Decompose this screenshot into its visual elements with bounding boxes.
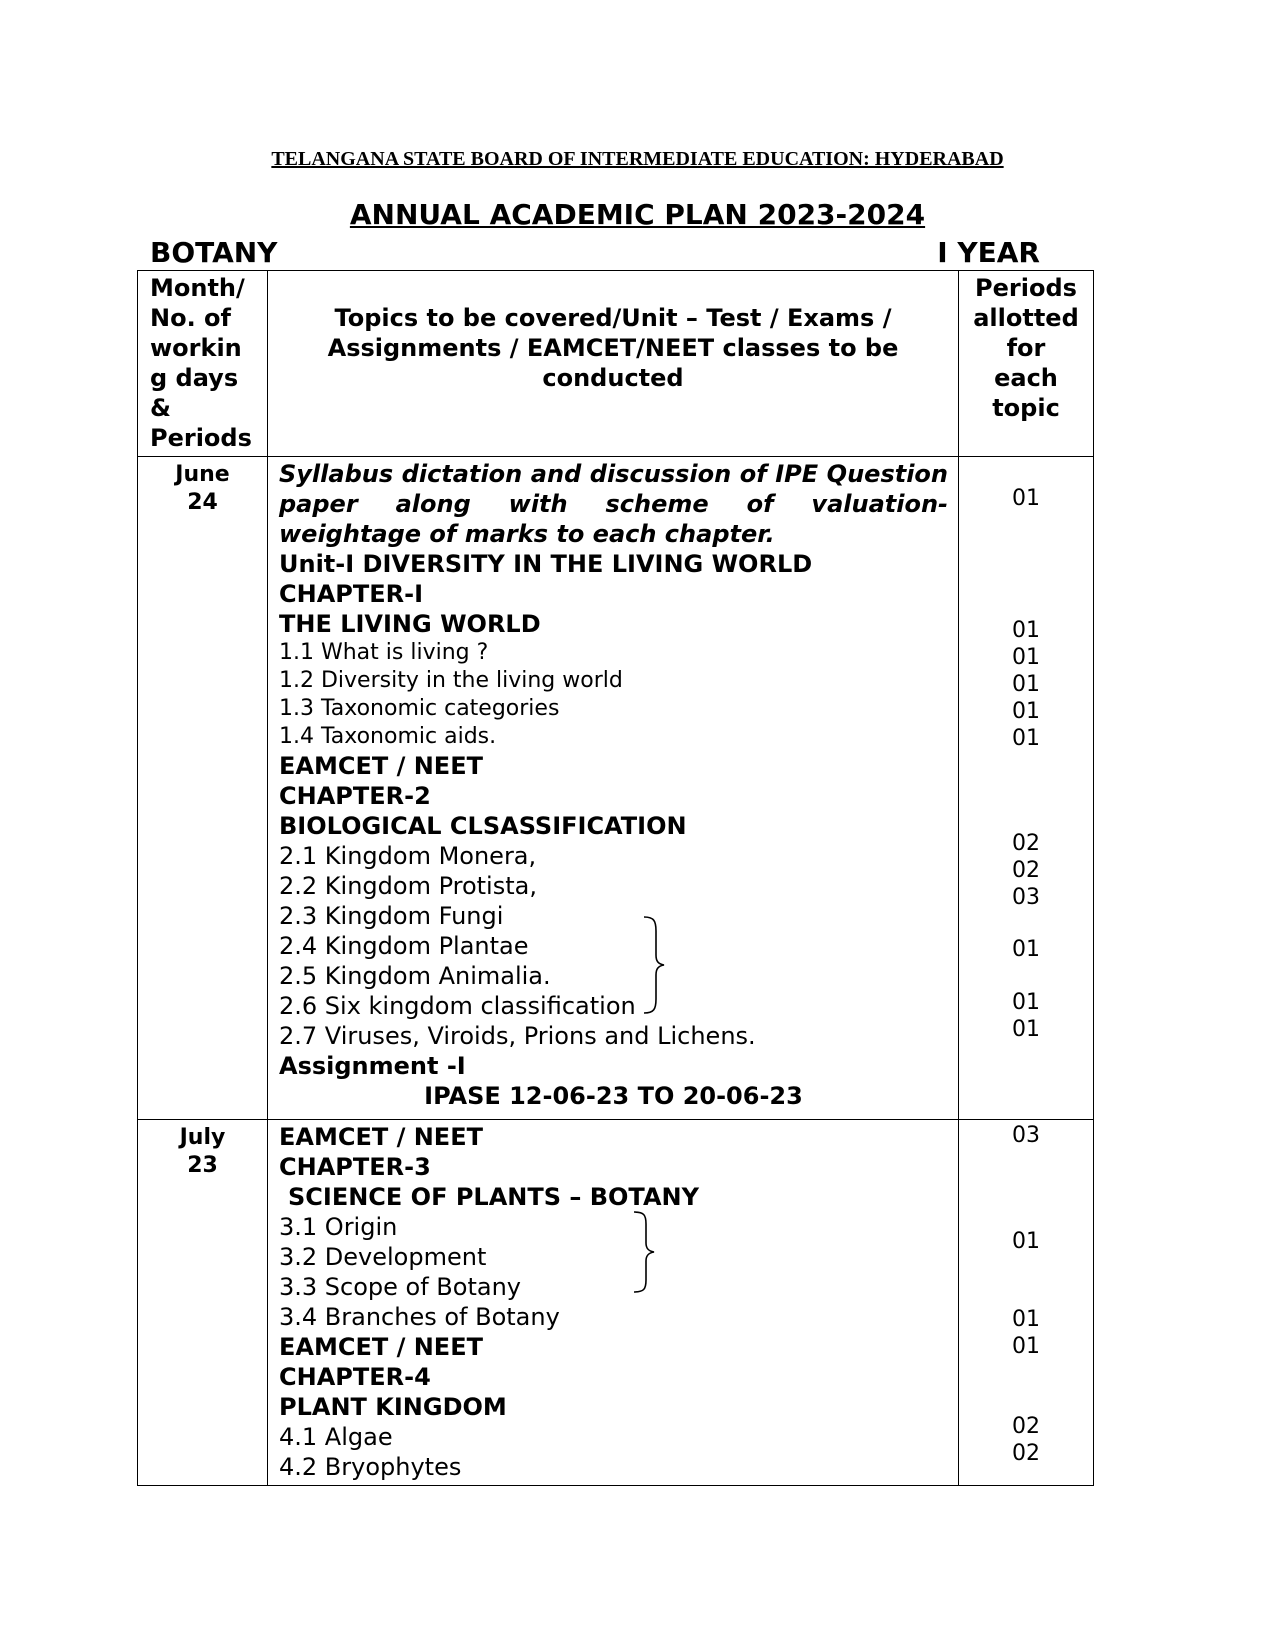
period-value: 03 xyxy=(1012,1123,1040,1148)
chapter-title: THE LIVING WORLD xyxy=(279,610,541,638)
topics-cell-july xyxy=(268,1120,959,1486)
chapter-title: PLANT KINGDOM xyxy=(279,1393,507,1421)
chapter-label: CHAPTER-I xyxy=(279,580,423,608)
header-periods-line: Periods xyxy=(975,274,1077,302)
topic-item: 1.3 Taxonomic categories xyxy=(279,696,560,721)
period-value: 01 xyxy=(1012,990,1040,1015)
topic-item: 2.5 Kingdom Animalia. xyxy=(279,962,551,990)
period-value: 01 xyxy=(1012,699,1040,724)
topic-item: 2.1 Kingdom Monera, xyxy=(279,842,537,870)
period-value: 02 xyxy=(1012,1414,1040,1439)
subject-line xyxy=(150,236,1040,270)
topic-item: 3.2 Development xyxy=(279,1243,487,1271)
topic-item: 2.7 Viruses, Viroids, Prions and Lichens. xyxy=(279,1022,756,1050)
curly-brace-icon xyxy=(640,915,670,1015)
topic-item: 2.3 Kingdom Fungi xyxy=(279,902,504,930)
month-cell-july xyxy=(138,1120,268,1486)
month-name: July xyxy=(179,1125,226,1150)
header-month-line: No. of xyxy=(150,304,231,332)
period-value: 01 xyxy=(1012,1334,1040,1359)
header-periods-line: topic xyxy=(992,394,1060,422)
header-topics-line: conducted xyxy=(542,364,684,392)
chapter-label: CHAPTER-3 xyxy=(279,1153,431,1181)
header-periods-line: for xyxy=(1006,334,1046,362)
table-header-row xyxy=(138,271,1094,457)
plan-title: ANNUAL ACADEMIC PLAN 2023-2024 xyxy=(349,198,926,231)
month-name: June xyxy=(175,462,230,487)
topic-item: 3.4 Branches of Botany xyxy=(279,1303,560,1331)
header-month-line: & xyxy=(150,394,171,422)
header-month-line: workin xyxy=(150,334,242,362)
year-label: I YEAR xyxy=(937,236,1040,269)
topic-item: 1.1 What is living ? xyxy=(279,640,489,665)
academic-plan-table xyxy=(137,270,1094,1486)
chapter-label: CHAPTER-4 xyxy=(279,1363,431,1391)
period-value: 01 xyxy=(1012,1229,1040,1254)
curly-brace-icon xyxy=(630,1210,660,1294)
eamcet-neet-label: EAMCET / NEET xyxy=(279,1333,483,1361)
topic-item: 3.3 Scope of Botany xyxy=(279,1273,521,1301)
period-value: 01 xyxy=(1012,672,1040,697)
working-days: 23 xyxy=(187,1153,218,1178)
period-value: 02 xyxy=(1012,858,1040,883)
month-cell-june xyxy=(138,457,268,1120)
period-value: 01 xyxy=(1012,1017,1040,1042)
unit-title: Unit-I DIVERSITY IN THE LIVING WORLD xyxy=(279,550,813,578)
period-value: 01 xyxy=(1012,726,1040,751)
header-month-line: Periods xyxy=(150,424,252,452)
chapter-title: SCIENCE OF PLANTS – BOTANY xyxy=(288,1183,699,1211)
eamcet-neet-label: EAMCET / NEET xyxy=(279,752,483,780)
subject-name: BOTANY xyxy=(150,236,278,269)
period-value: 02 xyxy=(1012,831,1040,856)
topic-item: 2.2 Kingdom Protista, xyxy=(279,872,537,900)
chapter-label: CHAPTER-2 xyxy=(279,782,431,810)
periods-cell-july xyxy=(959,1120,1094,1486)
header-topics-line: Assignments / EAMCET/NEET classes to be xyxy=(327,334,899,362)
ipase-exam-dates: IPASE 12-06-23 TO 20-06-23 xyxy=(424,1082,803,1110)
syllabus-dictation-text: Syllabus dictation and discussion of IPE Question paper along with scheme of valuation- weightage of marks to each chapter. xyxy=(279,460,948,548)
eamcet-neet-label: EAMCET / NEET xyxy=(279,1123,483,1151)
topic-item: 2.6 Six kingdom classification xyxy=(279,992,636,1020)
topic-item: 1.4 Taxonomic aids. xyxy=(279,724,497,749)
periods-cell-june xyxy=(959,457,1094,1120)
header-periods-line: allotted xyxy=(973,304,1079,332)
period-value: 01 xyxy=(1012,486,1040,511)
header-month-line: Month/ xyxy=(150,274,245,302)
table-row-july xyxy=(138,1120,1094,1486)
period-value: 01 xyxy=(1012,645,1040,670)
period-value: 01 xyxy=(1012,618,1040,643)
topic-item: 4.1 Algae xyxy=(279,1423,393,1451)
topic-item: 1.2 Diversity in the living world xyxy=(279,668,623,693)
topics-cell-june xyxy=(268,457,959,1120)
header-topics-cell xyxy=(268,271,959,457)
board-heading: TELANGANA STATE BOARD OF INTERMEDIATE EDUCATION: HYDERABAD xyxy=(271,148,1004,170)
header-month-cell xyxy=(138,271,268,457)
period-value: 03 xyxy=(1012,885,1040,910)
header-month-line: g days xyxy=(150,364,239,392)
period-value: 02 xyxy=(1012,1441,1040,1466)
header-topics-line: Topics to be covered/Unit – Test / Exams / xyxy=(334,304,892,332)
topic-item: 3.1 Origin xyxy=(279,1213,398,1241)
period-value: 01 xyxy=(1012,937,1040,962)
working-days: 24 xyxy=(187,490,218,515)
period-value: 01 xyxy=(1012,1307,1040,1332)
topic-item: 4.2 Bryophytes xyxy=(279,1453,462,1481)
topic-item: 2.4 Kingdom Plantae xyxy=(279,932,529,960)
assignment-label: Assignment -I xyxy=(279,1052,466,1080)
header-periods-cell xyxy=(959,271,1094,457)
header-periods-line: each xyxy=(994,364,1058,392)
chapter-title: BIOLOGICAL CLSASSIFICATION xyxy=(279,812,687,840)
table-row-june xyxy=(138,457,1094,1120)
